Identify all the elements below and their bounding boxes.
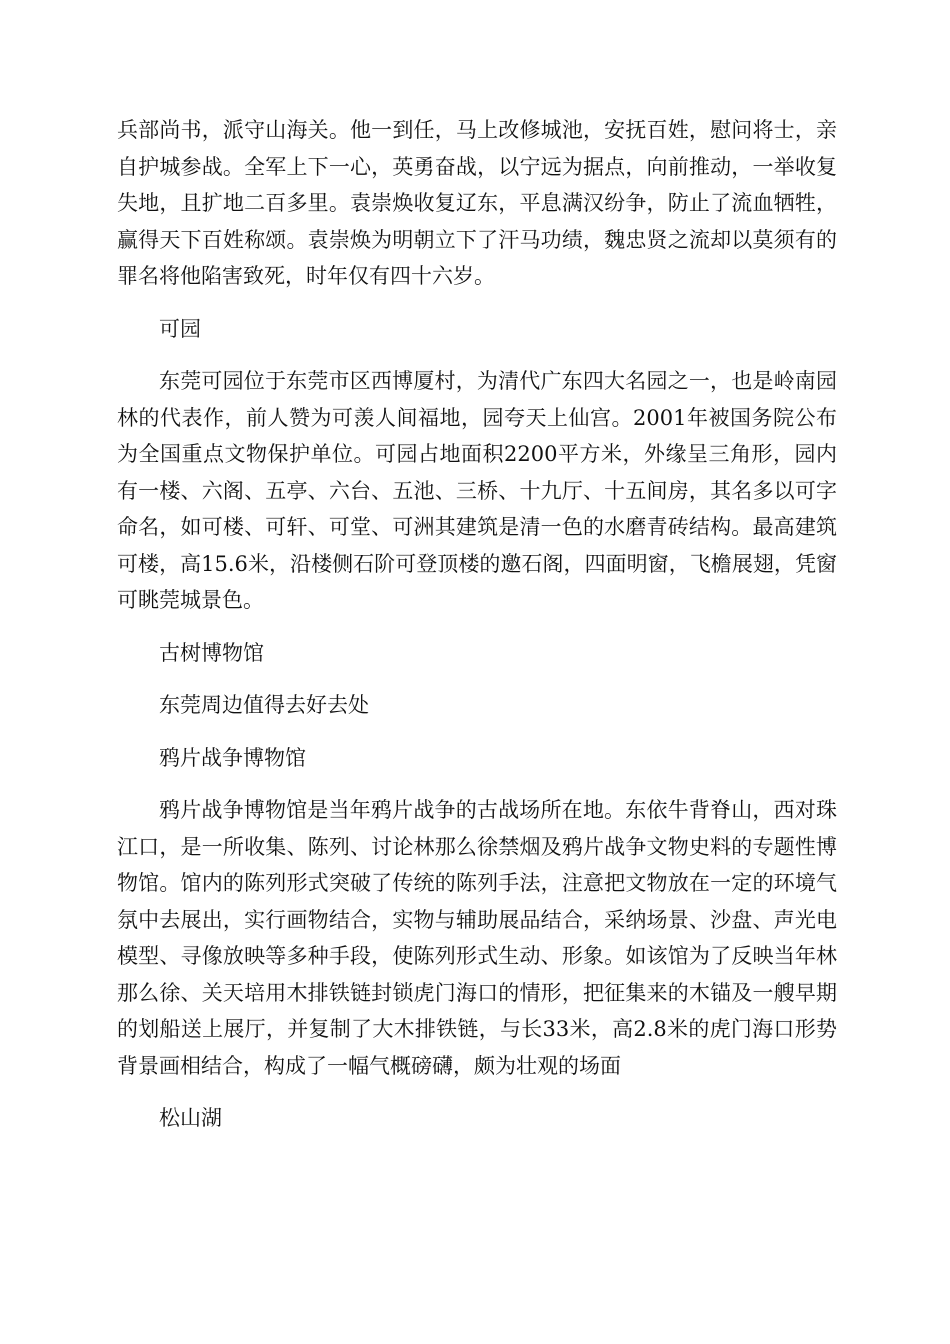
heading-keyuan: 可园 xyxy=(159,316,201,341)
document-body xyxy=(117,112,837,1153)
paragraph-opium-war-museum: 鸦片战争博物馆是当年鸦片战争的古战场所在地。东依牛背脊山，西对珠江口，是一所收集、陈列、讨论林那么徐禁烟及鸦片战争文物史料的专题性博物馆。馆内的陈列形式突破了传统的陈列手法，注意把文物放在一定的环境气氛中去展出，实行画物结合，实物与辅助展品结合，采纳场景、沙盘、声光电模型、寻像放映等多种手段，使陈列形式生动、形象。如该馆为了反映当年林那么徐、关天培用木排铁链封锁虎门海口的情形，把征集来的木锚及一艘早期的划船送上展厅，并复制了大木排铁链，与长33米，高2.8米的虎门海口形势背景画相结合，构成了一幅气概磅礴，颇为壮观的场面 xyxy=(117,798,837,1078)
heading-opium-war-museum: 鸦片战争博物馆 xyxy=(159,745,306,770)
paragraph-keyuan: 东莞可园位于东莞市区西博厦村，为清代广东四大名园之一，也是岭南园林的代表作，前人赞为可羡人间福地，园夸天上仙宫。2001年被国务院公布为全国重点文物保护单位。可园占地面积2200平方米，外缘呈三角形，园内有一楼、六阁、五亭、六台、五池、三桥、十九厅、十五间房，其名多以可字命名，如可楼、可轩、可堂、可洲其建筑是清一色的水磨青砖结构。最高建筑可楼，高15.6米，沿楼侧石阶可登顶楼的邀石阁，四面明窗，飞檐展翅，凭窗可眺莞城景色。 xyxy=(117,369,837,612)
heading-ancient-tree-museum: 古树博物馆 xyxy=(159,640,264,665)
heading-songshan-lake: 松山湖 xyxy=(159,1106,222,1130)
paragraph-yuan-chonghuan: 兵部尚书，派守山海关。他一到任，马上改修城池，安抚百姓，慰问将士，亲自护城参战。全军上下一心，英勇奋战，以宁远为据点，向前推动，一举收复失地，且扩地二百多里。袁崇焕收复辽东，平息满汉纷争，防止了流血牺牲，赢得天下百姓称颂。袁崇焕为明朝立下了汗马功绩，魏忠贤之流却以莫须有的罪名将他陷害致死，时年仅有四十六岁。 xyxy=(117,118,837,288)
heading-dongguan-places: 东莞周边值得去好去处 xyxy=(159,693,369,717)
